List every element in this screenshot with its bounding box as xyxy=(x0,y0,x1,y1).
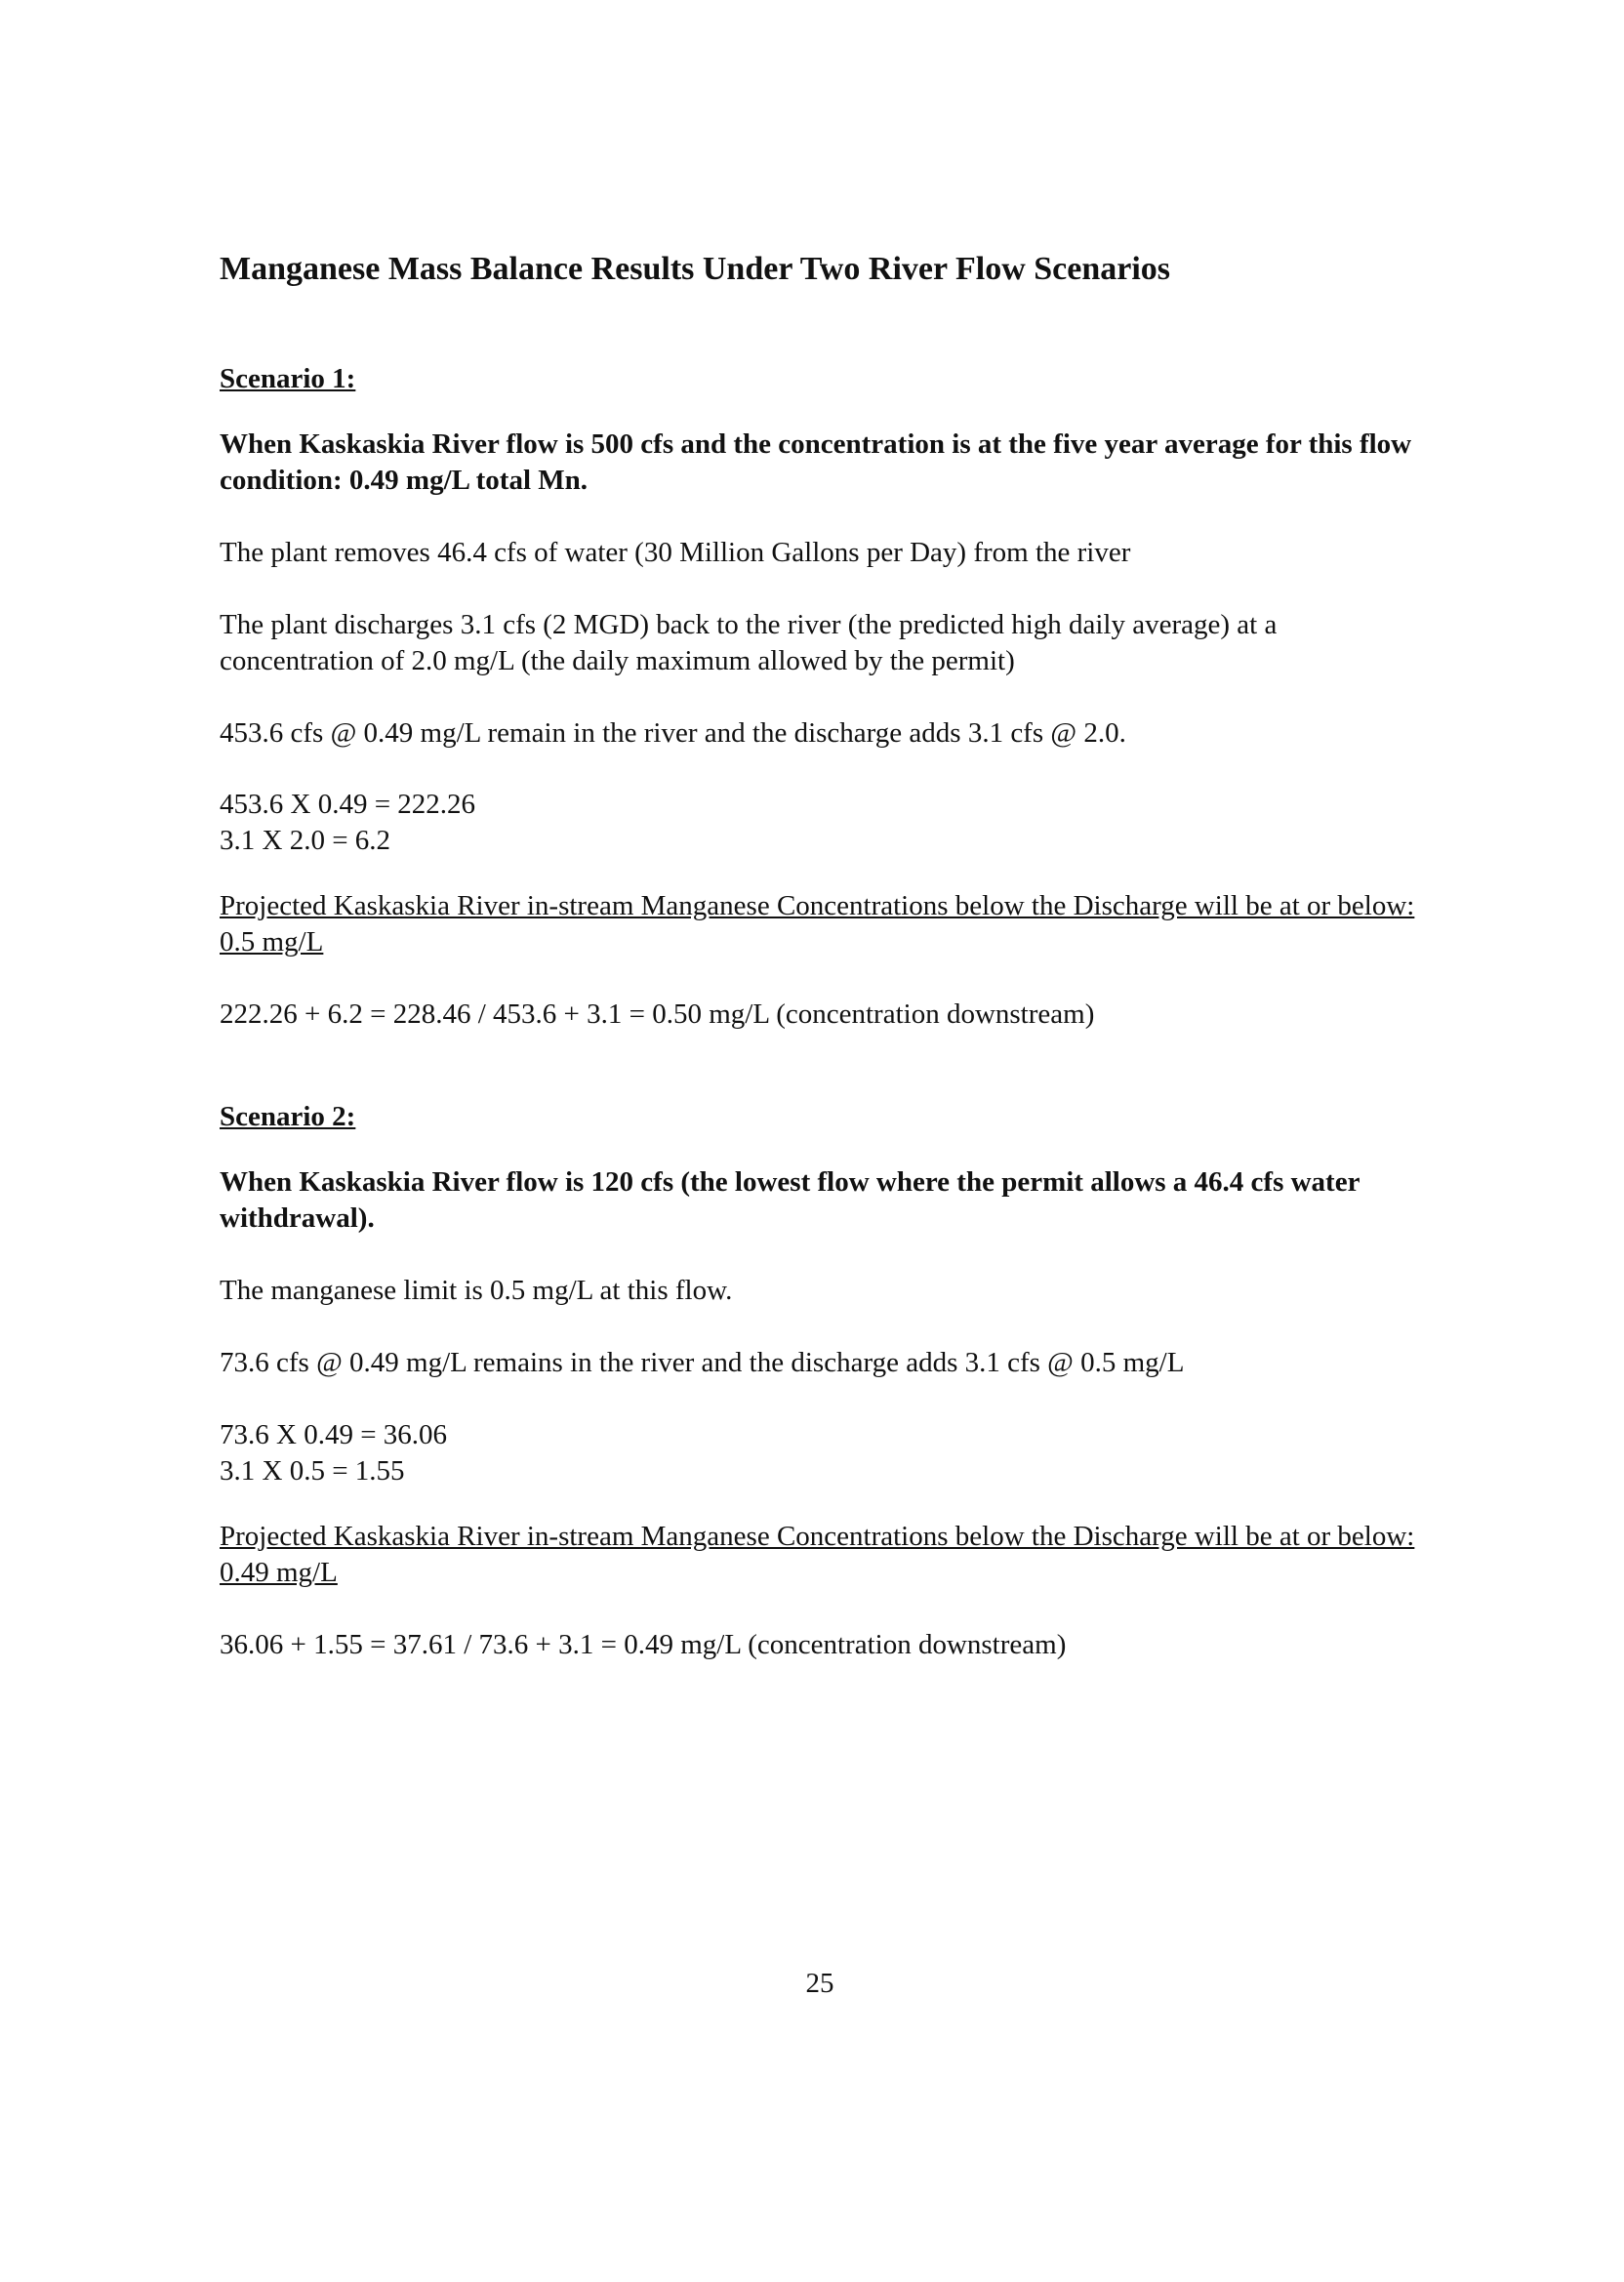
scenario-2-remaining: 73.6 cfs @ 0.49 mg/L remains in the river and the discharge adds 3.1 cfs @ 0.5 mg/L xyxy=(220,1347,1185,1378)
scenario-1-removal: The plant removes 46.4 cfs of water (30 Million Gallons per Day) from the river xyxy=(220,537,1131,568)
scenario-2-calculations xyxy=(220,1417,447,1489)
scenario-1-remaining: 453.6 cfs @ 0.49 mg/L remain in the river and the discharge adds 3.1 cfs @ 2.0. xyxy=(220,717,1126,749)
document-title: Manganese Mass Balance Results Under Two River Flow Scenarios xyxy=(220,251,1171,287)
scenario-2-heading: Scenario 2: xyxy=(220,1101,356,1132)
scenario-2-condition: When Kaskaskia River flow is 120 cfs (the lowest flow where the permit allows a 46.4 cfs water withdrawal). xyxy=(220,1166,1360,1234)
scenario-1-heading: Scenario 1: xyxy=(220,363,356,394)
scenario-1-calc-line: 3.1 X 2.0 = 6.2 xyxy=(220,825,391,856)
scenario-2-calc-line: 3.1 X 0.5 = 1.55 xyxy=(220,1455,405,1487)
scenario-1-projection: Projected Kaskaskia River in-stream Manganese Concentrations below the Discharge will be at or below: 0.5 mg/L xyxy=(220,890,1415,958)
scenario-1-condition: When Kaskaskia River flow is 500 cfs and the concentration is at the five year average for this flow condition: 0.49 mg/L total Mn. xyxy=(220,428,1412,496)
scenario-1-discharge: The plant discharges 3.1 cfs (2 MGD) back to the river (the predicted high daily average) at a concentration of 2.0 mg/L (the daily maximum allowed by the permit) xyxy=(220,609,1278,676)
scenario-1-calculations xyxy=(220,787,475,859)
scenario-2-limit: The manganese limit is 0.5 mg/L at this flow. xyxy=(220,1275,733,1306)
scenario-1-result: 222.26 + 6.2 = 228.46 / 453.6 + 3.1 = 0.50 mg/L (concentration downstream) xyxy=(220,998,1095,1030)
document-page xyxy=(220,0,1420,2282)
scenario-2-result: 36.06 + 1.55 = 37.61 / 73.6 + 3.1 = 0.49 mg/L (concentration downstream) xyxy=(220,1629,1067,1660)
scenario-2-calc-line: 73.6 X 0.49 = 36.06 xyxy=(220,1419,448,1450)
scenario-1-calc-line: 453.6 X 0.49 = 222.26 xyxy=(220,789,476,820)
scenario-2-projection: Projected Kaskaskia River in-stream Manganese Concentrations below the Discharge will be at or below: 0.49 mg/L xyxy=(220,1521,1415,1588)
page-number: 25 xyxy=(805,1968,834,1999)
